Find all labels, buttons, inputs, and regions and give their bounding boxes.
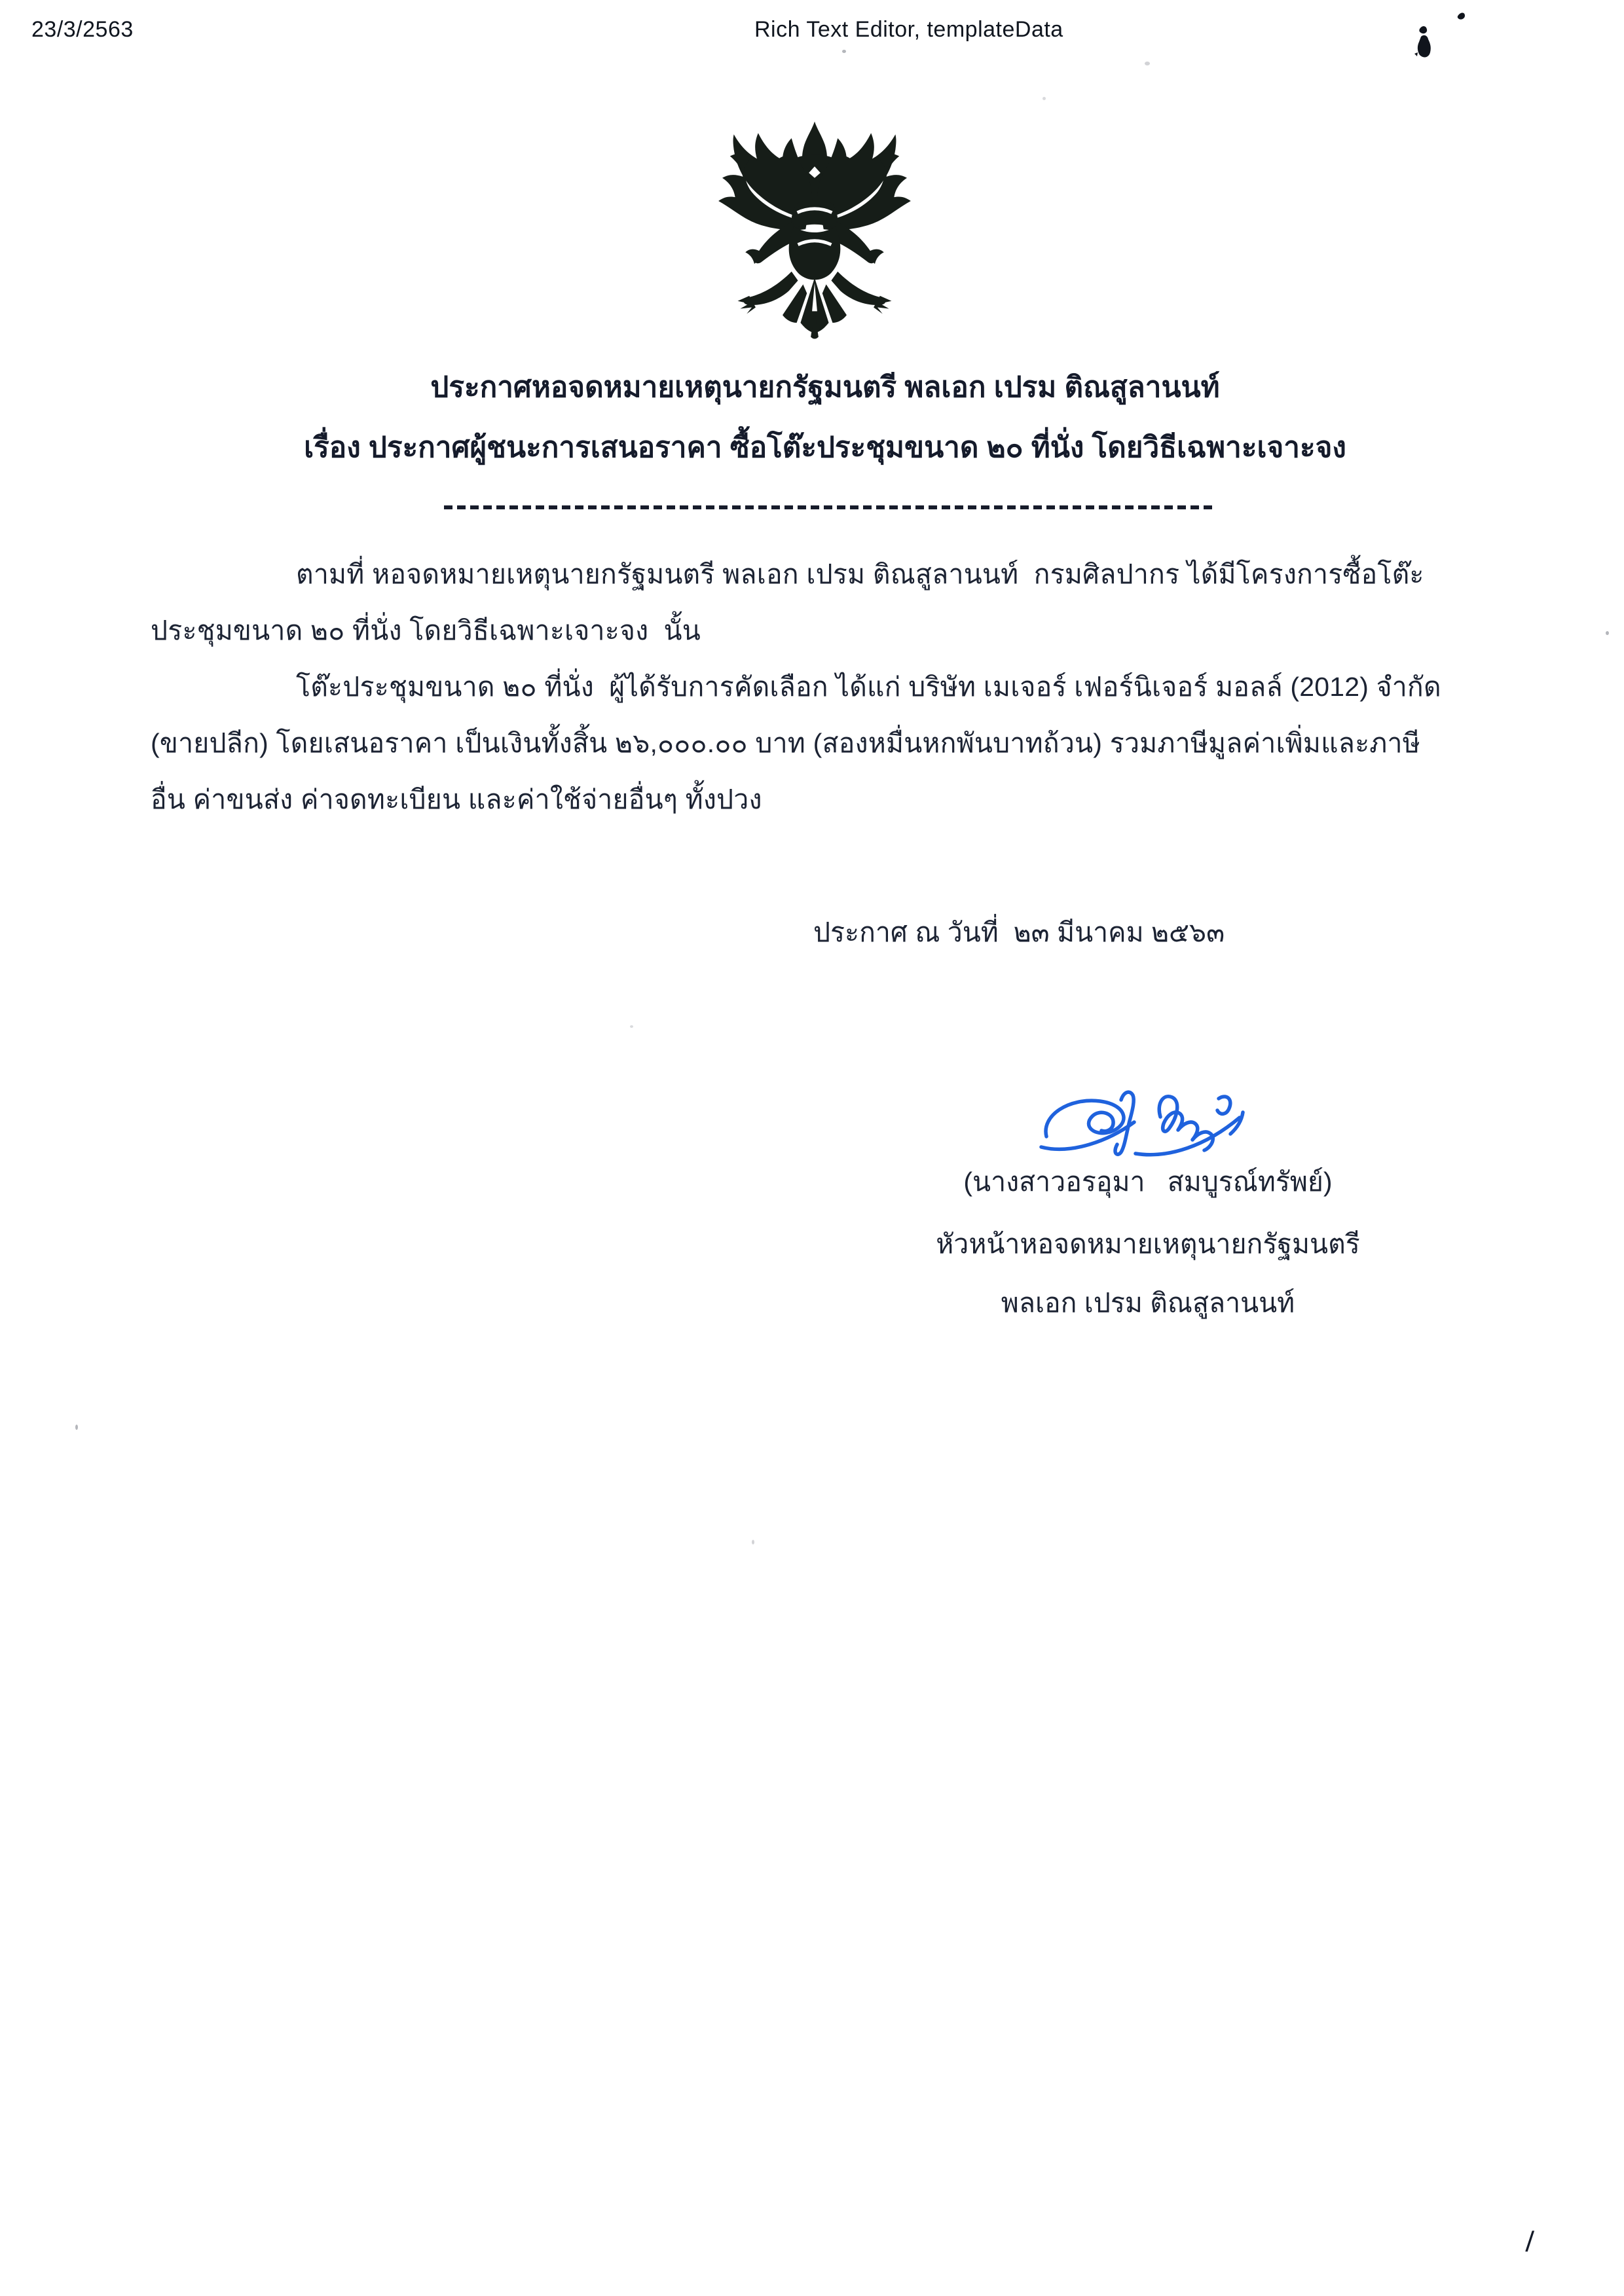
scan-speck [75, 1425, 78, 1430]
scan-speck [842, 50, 846, 53]
signature-ink [1036, 1075, 1252, 1167]
dashed-divider [444, 505, 1217, 509]
header-print-date: 23/3/2563 [31, 17, 134, 42]
body-line-5: อื่น ค่าขนส่ง ค่าจดทะเบียน และค่าใช้จ่ายอื่นๆ ทั้งปวง [151, 784, 762, 814]
announcement-date-line: ประกาศ ณ วันที่ ๒๓ มีนาคม ๒๕๖๓ [813, 917, 1225, 947]
scan-speck [752, 1540, 754, 1544]
scan-speck [1145, 62, 1150, 65]
garuda-emblem [693, 117, 936, 350]
body-line-4: (ขายปลีก) โดยเสนอราคา เป็นเงินทั้งสิ้น ๒๖,๐๐๐.๐๐ บาท (สองหมื่นหกพันบาทถ้วน) รวมภาษีมูลค่าเพิ่มและภาษี [151, 728, 1420, 758]
announcement-subject-line: เรื่อง ประกาศผู้ชนะการเสนอราคา ซื้อโต๊ะประชุมขนาด ๒๐ ที่นั่ง โดยวิธีเฉพาะเจาะจง [304, 431, 1346, 464]
scan-speck [630, 1025, 633, 1028]
announcement-title-line1: ประกาศหอจดหมายเหตุนายกรัฐมนตรี พลเอก เปรม ติณสูลานนท์ [430, 371, 1220, 403]
body-line-3: โต๊ะประชุมขนาด ๒๐ ที่นั่ง ผู้ได้รับการคัดเลือก ได้แก่ บริษัท เมเจอร์ เฟอร์นิเจอร์ มอลล์ (2012) จำกัด [296, 672, 1441, 702]
scan-speck [1043, 97, 1046, 100]
page-slash-mark: / [1524, 2225, 1535, 2259]
scan-speck [1606, 631, 1609, 635]
header-document-title: Rich Text Editor, templateData [754, 17, 1063, 42]
body-line-1: ตามที่ หอจดหมายเหตุนายกรัฐมนตรี พลเอก เปรม ติณสูลานนท์ กรมศิลปากร ได้มีโครงการซื้อโต๊ะ [296, 559, 1424, 589]
signatory-position-line1: หัวหน้าหอจดหมายเหตุนายกรัฐมนตรี [936, 1229, 1360, 1259]
body-line-2: ประชุมขนาด ๒๐ ที่นั่ง โดยวิธีเฉพาะเจาะจง นั้น [151, 615, 701, 646]
ink-blot-artifact [1401, 5, 1480, 64]
signatory-position-line2: พลเอก เปรม ติณสูลานนท์ [1001, 1288, 1295, 1318]
signatory-name: (นางสาวอรอุมา สมบูรณ์ทรัพย์) [963, 1167, 1333, 1197]
